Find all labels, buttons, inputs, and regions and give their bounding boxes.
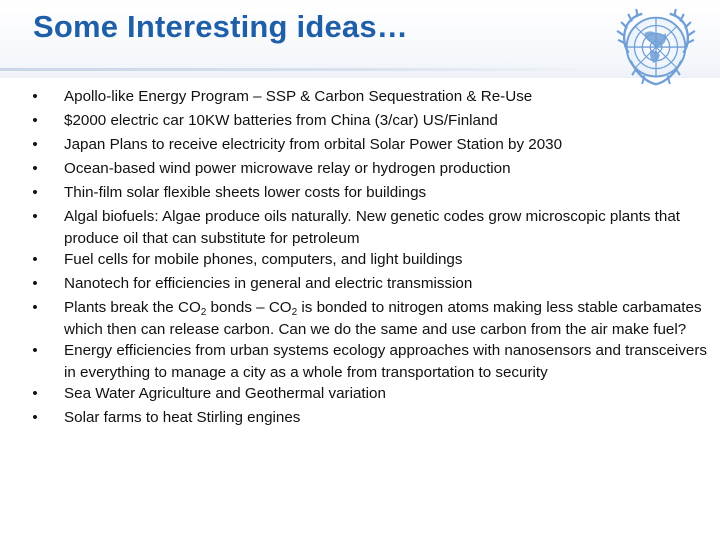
bullet-item xyxy=(30,182,710,204)
bullet-marker: • xyxy=(32,275,38,293)
un-emblem-icon xyxy=(607,4,705,96)
bullet-list xyxy=(30,86,710,431)
bullet-item xyxy=(30,158,710,180)
bullet-marker: • xyxy=(32,342,38,360)
bullet-text: Plants break the $CO_2$ bonds – $CO_2$ is bonded to nitrogen atoms making less stable carbamates which then can release carbon. Can we do the same and use carbon from the air make fuel? xyxy=(64,299,702,338)
bullet-item xyxy=(30,297,710,340)
bullet-item xyxy=(30,383,710,405)
bullet-item xyxy=(30,206,710,249)
bullet-text: Sea Water Agriculture and Geothermal variation xyxy=(64,385,386,403)
bullet-marker: • xyxy=(32,385,38,403)
bullet-item xyxy=(30,407,710,429)
bullet-text: Apollo-like Energy Program – SSP & Carbon Sequestration & Re-Use xyxy=(64,88,533,105)
bullet-marker: • xyxy=(32,111,38,129)
bullet-marker: • xyxy=(32,88,38,105)
bullet-marker: • xyxy=(32,251,38,269)
bullet-marker: • xyxy=(32,409,38,427)
bullet-text: Algal biofuels: Algae produce oils naturally. New genetic codes grow microscopic plants that produce oil that can substitute for petroleum xyxy=(64,207,680,247)
bullet-item xyxy=(30,249,710,271)
bullet-text: Energy efficiencies from urban systems ecology approaches with nanosensors and transceivers in everything to manage a city as a whole from transportation to security xyxy=(64,342,707,381)
bullet-marker: • xyxy=(32,207,38,225)
bullet-item xyxy=(30,110,710,132)
bullet-item xyxy=(30,273,710,295)
bullet-text: Japan Plans to receive electricity from orbital Solar Power Station by 2030 xyxy=(64,135,563,153)
bullet-text: Thin-film solar flexible sheets lower costs for buildings xyxy=(64,183,427,201)
bullet-marker: • xyxy=(32,183,38,201)
bullet-text: Fuel cells for mobile phones, computers, and light buildings xyxy=(64,251,463,269)
bullet-item xyxy=(30,340,710,383)
bullet-text: Solar farms to heat Stirling engines xyxy=(64,409,301,427)
bullet-text: Ocean-based wind power microwave relay or hydrogen production xyxy=(64,159,511,177)
bullet-marker: • xyxy=(32,135,38,153)
bullet-marker: • xyxy=(32,159,38,177)
bullet-text: Nanotech for efficiencies in general and electric transmission xyxy=(64,275,473,293)
slide-title: Some Interesting ideas… xyxy=(33,9,408,44)
title-divider xyxy=(0,68,600,71)
bullet-item xyxy=(30,86,710,108)
bullet-marker: • xyxy=(32,299,38,317)
bullet-item xyxy=(30,134,710,156)
bullet-text: $2000 electric car 10KW batteries from China (3/car) US/Finland xyxy=(64,111,498,129)
